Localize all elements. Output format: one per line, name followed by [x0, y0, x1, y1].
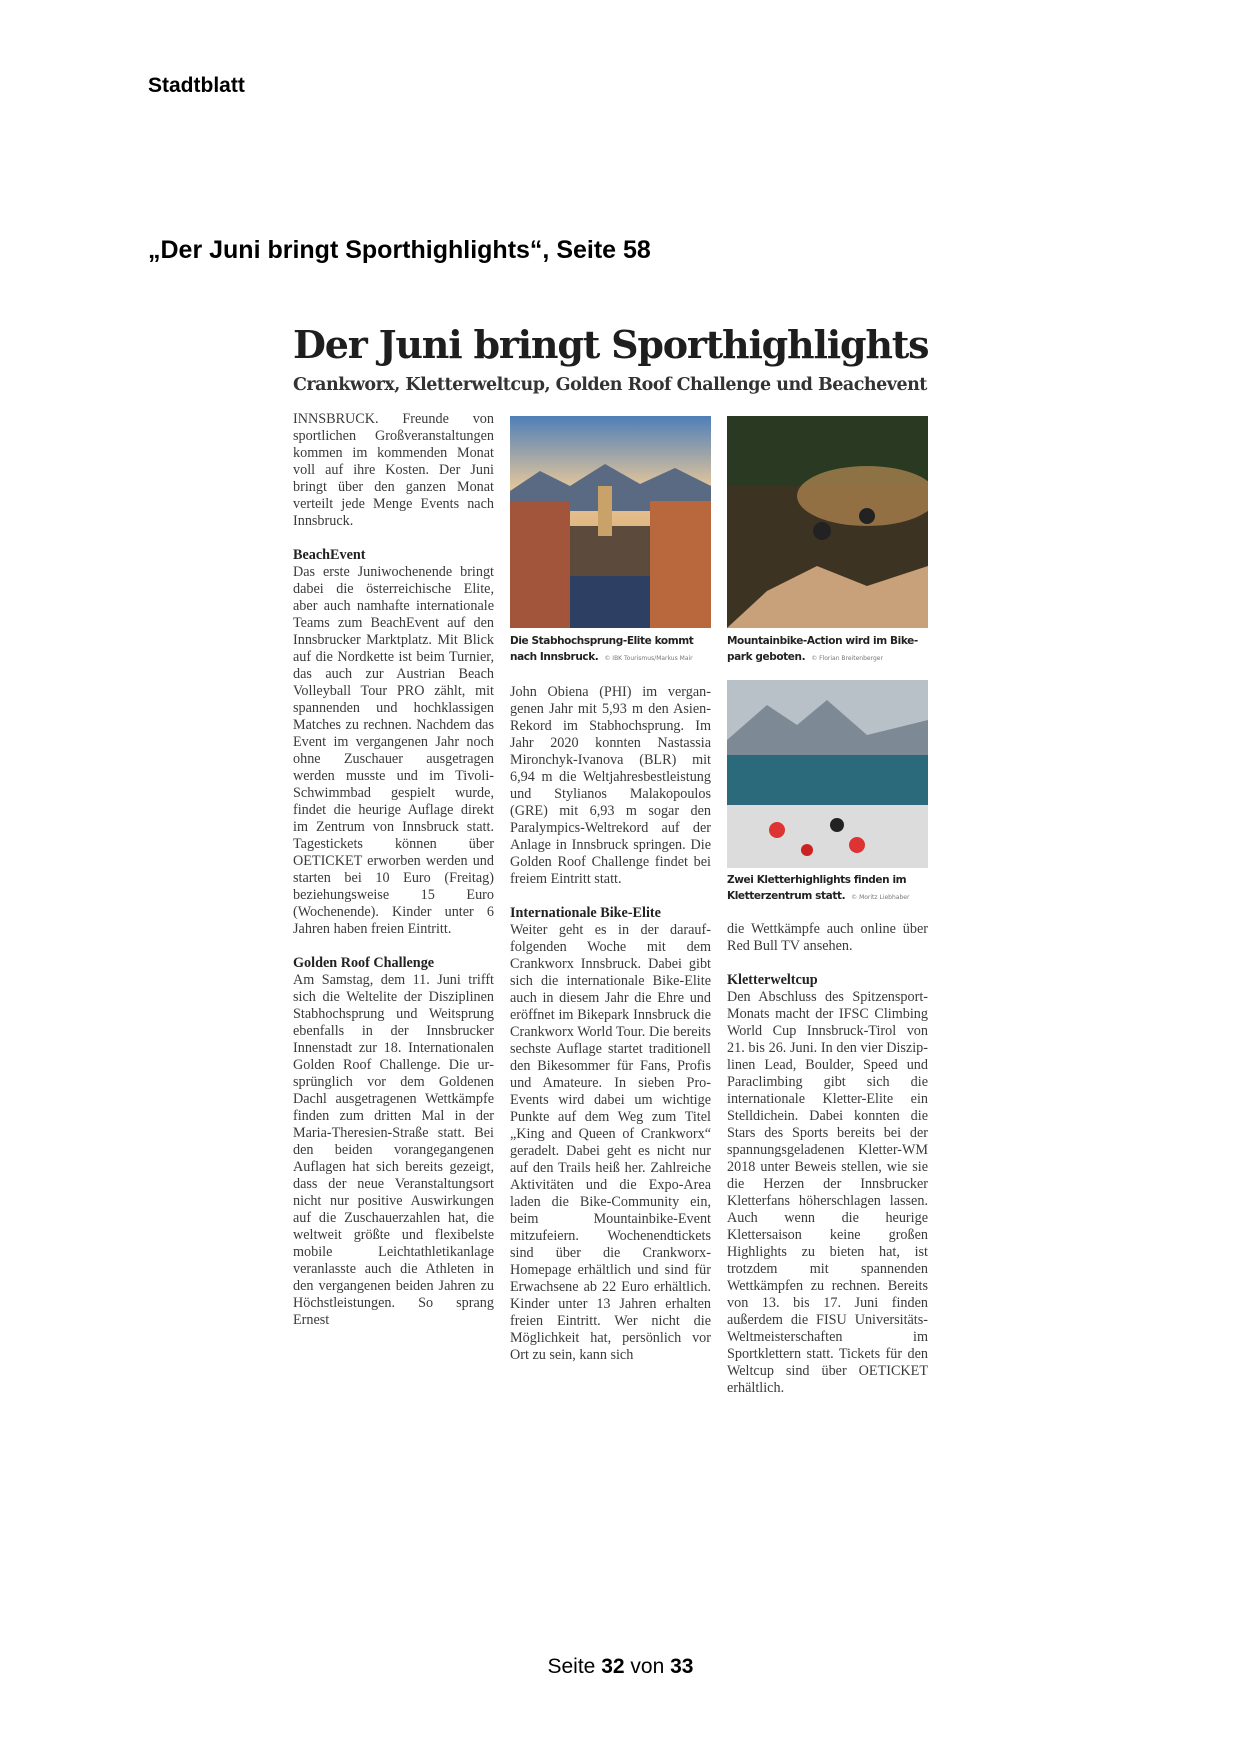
current-page: 32 — [601, 1655, 625, 1678]
footer-prefix: Seite — [547, 1655, 596, 1678]
footer-sep: von — [630, 1655, 665, 1678]
section-text: John Obiena (PHI) im vergangenen Jahr mit 5,93 m den Asien-Rekord im Stabhochsprung. Im Jahr 2020 konnten Nastassia Mironchyk-Ivanova (BLR) mit 6,94 m die Weltjahresbestleistung und Stylianos Malakopoulos (GRE) mit 6,93 m sogar den Paralympics-Weltrekord auf der Anlage in Innsbruck springen. Die Golden Roof Challenge findet bei freiem Eintritt statt. — [510, 684, 711, 887]
publication-name: Stadtblatt — [148, 74, 245, 97]
photo-credit: © Moritz Liebhaber — [851, 894, 910, 901]
section-text: die Wettkämpfe auch online über Red Bull TV ansehen. — [727, 921, 928, 954]
caption-text: Mountainbike-Action wird im Bikepark geboten. — [727, 635, 919, 663]
photo-credit: © Florian Breitenberger — [811, 655, 883, 662]
section-text: Am Samstag, dem 11. Juni trifft sich die Weltelite der Disziplinen Stabhochsprung und Weitsprung ebenfalls in der Innsbrucker Innenstadt zur 18. Internationalen Golden Roof Challenge. Die ursprünglich vor dem Goldenen Dachl ausgetragenen Wettkämpfe finden zum dritten Mal in der Maria-Theresien-Straße statt. Bei den beiden vorangegangenen Auflagen hat sich bereits gezeigt, dass der neue Veranstaltungsort nicht nur positive Auswirkungen auf die Zuschauerzahlen hat, die weltweit größte und flexibelste mobile Leichtathletikanlage veranlasste auch die Athleten in den vergangenen beiden Jahren zu Höchstleistungen. So sprang Ernest — [293, 972, 494, 1328]
column-2 — [510, 684, 711, 1364]
article-title: Der Juni bringt Sporthighlights — [293, 322, 929, 367]
column-3 — [727, 921, 928, 1397]
photo-credit: © IBK Tourismus/Markus Mair — [604, 655, 693, 662]
photo-caption — [510, 633, 711, 667]
total-pages: 33 — [670, 1655, 694, 1678]
article-reference: „Der Juni bringt Sporthighlights“, Seite 58 — [148, 236, 651, 264]
section-text: Den Abschluss des Spitzensport-Monats macht der IFSC Climbing World Cup Innsbruck-Tirol von 21. bis 26. Juni. In den vier Disziplinen Lead, Boulder, Speed und Paraclimbing gibt sich die internationale Kletter-Elite ein Stelldichein. Dabei konnten die Stars des Sports bereits bei der spannungsgeladenen Kletter-WM 2018 unter Beweis stellen, wie sie die Herzen der Innsbrucker Kletterfans höherschlagen lassen. Auch wenn die heurige Klettersaison keine großen Highlights zu bieten hat, ist trotzdem mit spannenden Wettkämpfen zu rechnen. Bereits von 13. bis 17. Juni finden außerdem die FISU Universitäts-Weltmeisterschaften im Sportklettern statt. Tickets für den Weltcup sind über OETICKET erhältlich. — [727, 989, 928, 1396]
page-footer — [0, 1655, 1241, 1679]
caption-text: Die Stabhochsprung-Elite kommt nach Innsbruck. — [510, 635, 694, 663]
photo-caption — [727, 872, 928, 906]
section-heading: Golden Roof Challenge — [293, 955, 435, 971]
section-heading: BeachEvent — [293, 547, 366, 563]
photo-climbing-centre — [727, 680, 928, 868]
section-heading: Kletterweltcup — [727, 972, 818, 988]
photo-caption — [727, 633, 928, 667]
section-text: Das erste Juniwochenende bringt dabei die österreichische Elite, aber auch namhafte internationale Teams zum BeachEvent auf den Innsbrucker Marktplatz. Mit Blick auf die Nordkette ist beim Turnier, das auch zur Austrian Beach Volleyball Tour PRO zählt, mit spannenden und hochklassigen Matches zu rechnen. Nachdem das Event im vergangenen Jahr noch ohne Zuschauer ausgetragen werden musste und im Tivoli-Schwimmbad gespielt wurde, findet die heurige Auflage direkt im Zentrum von Innsbruck statt. Tagestickets können über OETICKET erworben werden und starten bei 10 Euro (Freitag) beziehungsweise 15 Euro (Wochenende). Kinder unter 6 Jahren haben freien Eintritt. — [293, 564, 494, 937]
column-1 — [293, 411, 494, 1329]
section-heading: Internationale Bike-Elite — [510, 905, 661, 921]
photo-innsbruck-old-town — [510, 416, 711, 628]
photo-mountainbike — [727, 416, 928, 628]
section-text: Weiter geht es in der darauffolgenden Woche mit dem Crankworx Innsbruck. Dabei gibt sich die internationale Bike-Elite auch in diesem Jahr die Ehre und eröffnet im Bikepark Innsbruck die Crankworx World Tour. Die bereits sechste Auflage startet traditionell den Bikesommer für Fans, Profis und Amateure. In sieben Pro-Events wird dabei um wichtige Punkte auf dem Weg zum Titel „King and Queen of Crankworx“ geradelt. Dabei geht es nicht nur auf den Trails heiß her. Zahlreiche Aktivitäten und die Expo-Area laden die Bike-Community ein, beim Mountainbike-Event mitzufeiern. Wochenendtickets sind über die Crankworx-Homepage erhältlich und sind für Erwachsene ab 22 Euro erhältlich. Kinder unter 13 Jahren erhalten freien Eintritt. Wer nicht die Möglichkeit hat, persönlich vor Ort zu sein, kann sich — [510, 922, 711, 1363]
article-subtitle: Crankworx, Kletterweltcup, Golden Roof Challenge und Beachevent — [293, 375, 927, 395]
intro-paragraph: INNSBRUCK. Freunde von sportlichen Großveranstaltungen kommen im kommenden Monat voll auf ihre Kosten. Der Juni bringt über den ganzen Monat verteilt jede Menge Events nach Innsbruck. — [293, 411, 494, 529]
caption-text: Zwei Kletterhighlights finden im Kletterzentrum statt. — [727, 874, 907, 902]
